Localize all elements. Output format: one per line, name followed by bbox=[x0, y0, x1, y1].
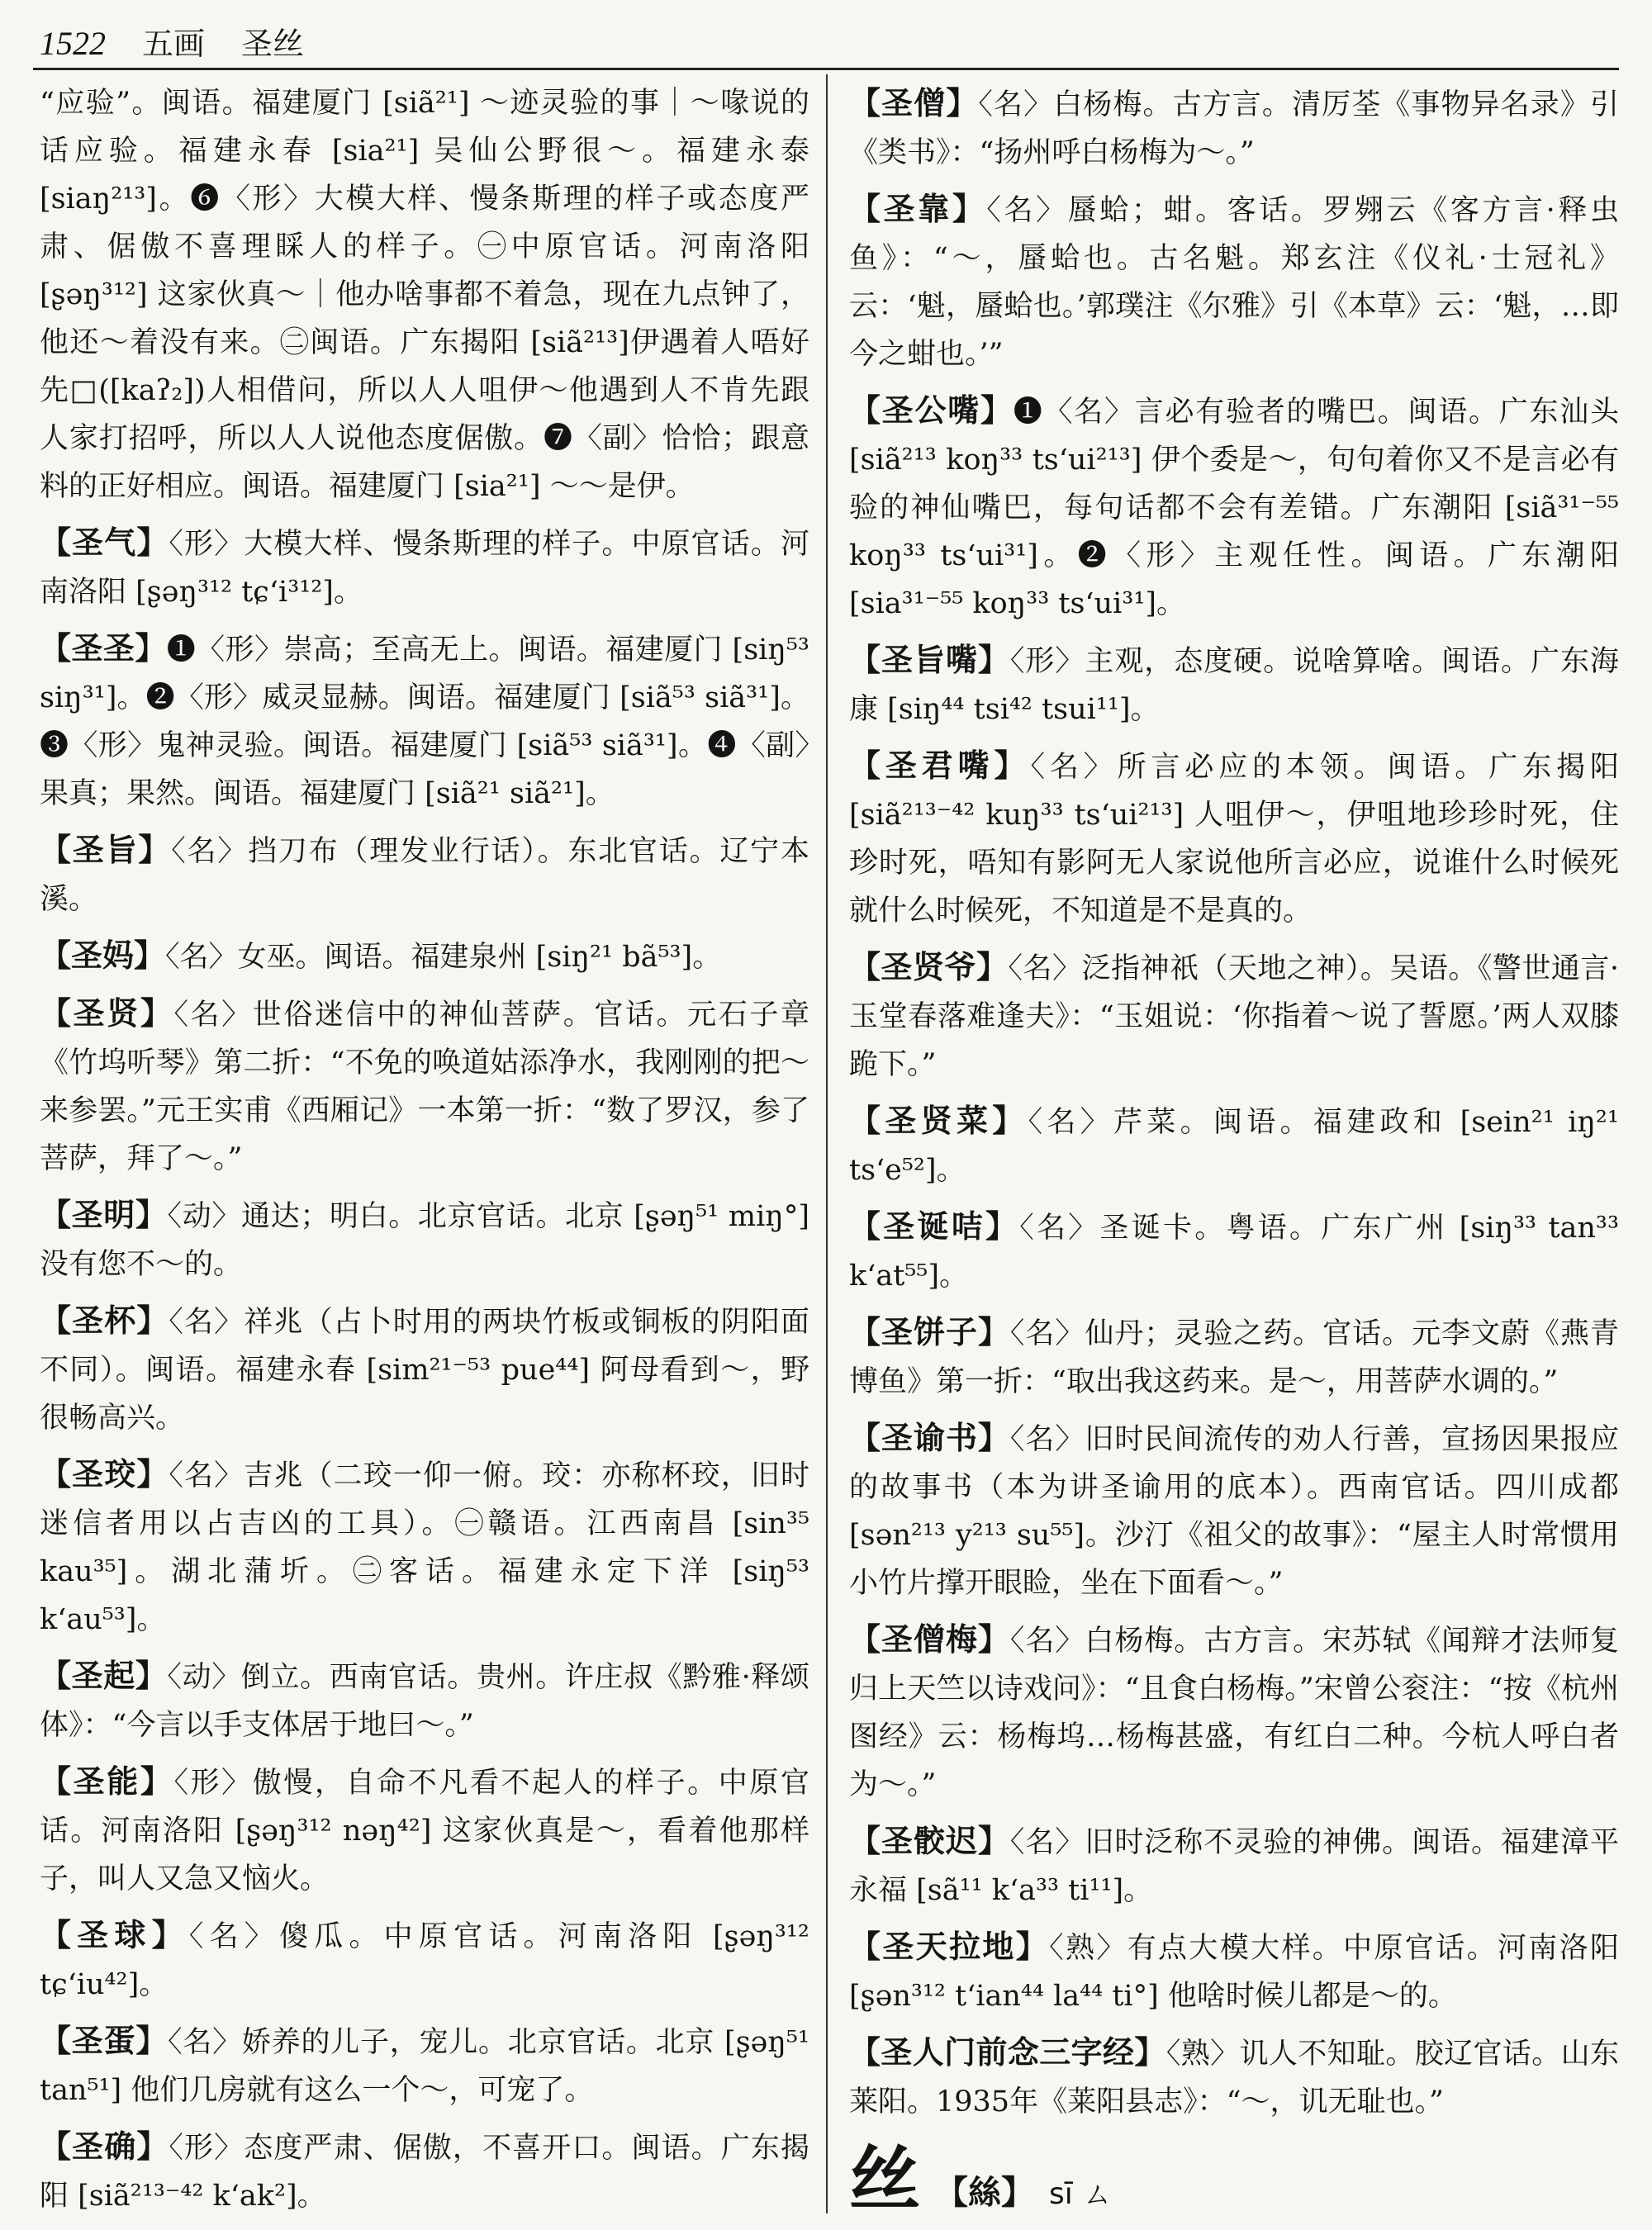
open-bracket: 【 bbox=[40, 994, 74, 1032]
open-bracket: 【 bbox=[849, 1620, 881, 1658]
entry-definition: 〈名〉泛指神祇（天地之神）。吴语。《警世通言·玉堂春落难逢夫》：“玉姐说：‘你指着～说了誓愿。’两人双膝跪下。” bbox=[849, 952, 1619, 1081]
dictionary-entry bbox=[849, 636, 1619, 733]
entry-headword bbox=[40, 937, 165, 974]
entry-headword bbox=[849, 190, 986, 227]
dictionary-entry bbox=[849, 185, 1619, 378]
close-bracket: 】 bbox=[985, 1208, 1020, 1245]
entry-definition: 〈名〉圣诞卡。粤语。广东广州 [siŋ³³ tan³³ kʻat⁵⁵]。 bbox=[849, 1212, 1619, 1293]
headword-text: 圣饼子 bbox=[881, 1313, 978, 1350]
entry-definition: 〈名〉旧时民间流传的劝人行善，宣扬因果报应的故事书（本为讲圣谕用的底本）。西南官话。四川成都 [sən²¹³ y²¹³ su⁵⁵]。沙汀《祖父的故事》：“屋主人时常惯用小竹片撑开眼睑，坐在下面看～。” bbox=[849, 1423, 1619, 1600]
headword-text: 圣靠 bbox=[883, 190, 952, 227]
close-bracket: 】 bbox=[136, 524, 169, 561]
close-bracket: 】 bbox=[977, 1419, 1010, 1456]
open-bracket: 【 bbox=[40, 1302, 73, 1339]
headword-text: 圣气 bbox=[72, 524, 137, 561]
entry-headword bbox=[40, 629, 167, 667]
header-rule bbox=[33, 68, 1619, 70]
entry-headword bbox=[849, 1620, 1010, 1658]
dictionary-entry bbox=[40, 1652, 809, 1749]
open-bracket: 【 bbox=[40, 1196, 72, 1233]
entry-definition: 〈名〉蜃蛤；蚶。客话。罗翙云《客方言·释虫鱼》：“～，蜃蛤也。古名魁。郑玄注《仪礼·士冠礼》云：‘魁，蜃蛤也。’郭璞注《尔雅》引《本草》云：‘魁，…即今之蚶也。’” bbox=[849, 194, 1619, 371]
dictionary-entry bbox=[849, 1414, 1619, 1607]
entry-definition: 〈名〉世俗迷信中的神仙菩萨。官话。元石子章《竹坞听琴》第二折：“不免的唤道姑添净水，我刚刚的把～来参罢。”元王实甫《西厢记》一本第一折：“数了罗汉，参了菩萨，拜了～。” bbox=[40, 999, 809, 1175]
close-bracket: 】 bbox=[994, 747, 1031, 784]
open-bracket: 【 bbox=[40, 1763, 74, 1800]
open-bracket: 【 bbox=[849, 1208, 884, 1245]
headword-text: 圣杯 bbox=[72, 1302, 137, 1339]
open-bracket: 【 bbox=[849, 1928, 883, 1965]
close-bracket: 】 bbox=[977, 1822, 1010, 1859]
headword-text: 圣明 bbox=[71, 1196, 135, 1233]
entry-headword bbox=[849, 641, 1010, 678]
entry-headword bbox=[849, 391, 1014, 429]
entry-definition: 〈熟〉有点大模大样。中原官话。河南洛阳 [ʂən³¹² tʻian⁴⁴ la⁴⁴ ti°] 他啥时候儿都是～的。 bbox=[849, 1932, 1619, 2013]
headword-text: 圣公嘴 bbox=[881, 391, 980, 429]
entry-headword bbox=[40, 1657, 168, 1694]
entry-headword bbox=[849, 1313, 1010, 1350]
open-bracket: 【 bbox=[849, 747, 885, 784]
entry-headword bbox=[40, 1302, 169, 1339]
headword-text: 圣起 bbox=[71, 1657, 135, 1694]
right-column bbox=[849, 79, 1619, 2218]
open-bracket: 【 bbox=[849, 190, 884, 227]
open-bracket: 【 bbox=[849, 2033, 881, 2071]
character-glyph: 丝 bbox=[849, 2137, 920, 2218]
headword-text: 圣珓 bbox=[72, 1455, 137, 1492]
pinyin-zhuyin: sī ㄙ bbox=[1049, 2177, 1113, 2211]
entry-definition: 〈名〉旧时泛称不灵验的神佛。闽语。福建漳平永福 [sã¹¹ kʻa³³ ti¹¹]。 bbox=[849, 1826, 1619, 1907]
entry-definition: 〈动〉通达；明白。北京官话。北京 [ʂəŋ⁵¹ miŋ°] 没有您不～的。 bbox=[40, 1200, 809, 1281]
continued-entry bbox=[40, 79, 809, 510]
open-bracket: 【 bbox=[40, 524, 73, 561]
dictionary-entry bbox=[40, 624, 809, 818]
entry-headword bbox=[40, 831, 171, 868]
entry-definition: 〈形〉态度严肃、倨傲，不喜开口。闽语。广东揭阳 [siã²¹³⁻⁴² kʻak²]。 bbox=[40, 2132, 809, 2213]
close-bracket: 】 bbox=[136, 1302, 169, 1339]
entry-headword bbox=[849, 1419, 1010, 1456]
open-bracket: 【 bbox=[40, 629, 72, 667]
entry-headword bbox=[40, 2022, 168, 2059]
close-bracket: 】 bbox=[977, 1620, 1010, 1658]
open-bracket: 【 bbox=[849, 1822, 881, 1859]
entry-headword bbox=[849, 2033, 1166, 2071]
entry-headword bbox=[40, 524, 169, 561]
dictionary-entry bbox=[849, 387, 1619, 628]
headword-text: 圣诞咭 bbox=[883, 1208, 986, 1245]
dictionary-entry bbox=[40, 1450, 809, 1644]
open-bracket: 【 bbox=[849, 948, 881, 985]
close-bracket: 】 bbox=[135, 629, 167, 667]
close-bracket: 】 bbox=[140, 994, 174, 1032]
page-header bbox=[40, 18, 304, 64]
close-bracket: 】 bbox=[135, 1657, 168, 1694]
headword-text: 圣君嘴 bbox=[885, 747, 995, 784]
entry-definition: 〈名〉所言必应的本领。闽语。广东揭阳 [siã²¹³⁻⁴² kuŋ³³ tsʻui²¹³] 人咀伊～，伊咀地珍珍时死，住珍时死，唔知有影阿无人家说他所言必应，说谁什么时候死就什么时候死，不知道是不是真的。 bbox=[849, 751, 1619, 928]
close-bracket: 】 bbox=[138, 831, 172, 868]
entry-definition: 〈名〉娇养的儿子，宠儿。北京官话。北京 [ʂəŋ⁵¹ tan⁵¹] 他们几房就有这么一个～，可宠了。 bbox=[40, 2026, 809, 2107]
close-bracket: 】 bbox=[140, 1763, 174, 1800]
close-bracket: 】 bbox=[135, 1196, 168, 1233]
entry-definition: ❶〈形〉崇高；至高无上。闽语。福建厦门 [siŋ⁵³ siŋ³¹]。❷〈形〉威灵显赫。闽语。福建厦门 [siã⁵³ siã³¹]。❸〈形〉鬼神灵验。闽语。福建厦门 [siã⁵³ siã³¹]。❹〈副〉果真；果然。闽语。福建厦门 [siã²¹ siã²¹]。 bbox=[40, 633, 809, 810]
entry-definition: 〈名〉仙丹；灵验之药。官话。元李文蔚《燕青博鱼》第一折：“取出我这药来。是～，用菩萨水调的。” bbox=[849, 1317, 1619, 1398]
dictionary-entry bbox=[40, 989, 809, 1183]
entry-headword bbox=[40, 1916, 189, 1953]
close-bracket: 】 bbox=[980, 391, 1014, 429]
entry-headword bbox=[849, 1822, 1010, 1859]
dictionary-entry bbox=[40, 826, 809, 923]
headword-text: 圣天拉地 bbox=[882, 1928, 1016, 1965]
entry-headword bbox=[40, 1196, 168, 1233]
headword-text: 圣贤 bbox=[73, 994, 140, 1032]
entry-definition: 〈形〉大模大样、慢条斯理的样子。中原官话。河南洛阳 [ʂəŋ³¹² tɕʻi³¹²]。 bbox=[40, 528, 809, 609]
close-bracket: 】 bbox=[952, 190, 987, 227]
dictionary-entry bbox=[849, 2028, 1619, 2126]
entry-definition: 〈动〉倒立。西南官话。贵州。许庄叔《黔雅·释颂体》：“今言以手支体居于地曰～。” bbox=[40, 1661, 809, 1742]
close-bracket: 】 bbox=[134, 937, 166, 974]
close-bracket: 】 bbox=[1134, 2033, 1166, 2071]
close-bracket: 】 bbox=[151, 1916, 189, 1953]
open-bracket: 【 bbox=[40, 831, 73, 868]
header-chars: 圣丝 bbox=[241, 26, 305, 62]
close-bracket: 】 bbox=[977, 641, 1010, 678]
close-bracket: 】 bbox=[992, 1102, 1028, 1139]
close-bracket: 】 bbox=[976, 948, 1009, 985]
entry-headword bbox=[849, 84, 978, 121]
close-bracket: 】 bbox=[946, 84, 979, 121]
dictionary-entry bbox=[40, 2017, 809, 2114]
headword-text: 圣僧梅 bbox=[881, 1620, 978, 1658]
close-bracket: 】 bbox=[135, 2022, 169, 2059]
headword-text: 圣确 bbox=[72, 2128, 137, 2165]
entry-definition: 〈名〉白杨梅。古方言。清厉荃《事物异名录》引《类书》：“扬州呼白杨梅为～。” bbox=[849, 88, 1619, 169]
dictionary-entry bbox=[40, 2123, 809, 2218]
next-character-heading bbox=[849, 2137, 1619, 2218]
dictionary-entry bbox=[40, 519, 809, 616]
open-bracket: 【 bbox=[849, 391, 882, 429]
entry-headword bbox=[849, 948, 1008, 985]
column-divider bbox=[826, 74, 828, 2213]
headword-text: 圣能 bbox=[73, 1763, 140, 1800]
entry-headword bbox=[849, 1928, 1049, 1965]
dictionary-entry bbox=[40, 1191, 809, 1288]
dictionary-entry bbox=[40, 1758, 809, 1903]
entry-definition: 〈名〉挡刀布（理发业行话）。东北官话。辽宁本溪。 bbox=[40, 835, 809, 916]
traditional-form: 【絲】 bbox=[935, 2173, 1034, 2212]
open-bracket: 【 bbox=[40, 1657, 72, 1694]
dictionary-entry bbox=[40, 932, 809, 981]
dictionary-entry bbox=[849, 1308, 1619, 1406]
entry-headword bbox=[849, 1208, 1019, 1245]
entry-definition: 〈名〉傻瓜。中原官话。河南洛阳 [ʂəŋ³¹² tɕʻiu⁴²]。 bbox=[40, 1920, 809, 2001]
dictionary-entry bbox=[40, 1911, 809, 2009]
headword-text: 圣贤菜 bbox=[885, 1102, 993, 1139]
dictionary-entry bbox=[849, 943, 1619, 1089]
left-column bbox=[40, 79, 809, 2218]
entry-definition: “应验”。闽语。福建厦门 [siã²¹] ～迹灵验的事｜～喙说的话应验。福建永春 [sia²¹] 吴仙公野很～。福建永泰 [siaŋ²¹³]。❻〈形〉大模大样、慢条斯理的样子或态度严肃、倨傲不喜理睬人的样子。㊀中原官话。河南洛阳 [ʂəŋ³¹²] 这家伙真～｜他办啥事都不着急，现在九点钟了，他还～着没有来。㊁闽语。广东揭阳 [siã²¹³]伊遇着人唔好先□([kaʔ₂])人相借问，所以人人咀伊～他遇到人不肯先跟人家打招呼，所以人人说他态度倨傲。❼〈副〉恰恰；跟意料的正好相应。闽语。福建厦门 [sia²¹] ～～是伊。 bbox=[40, 87, 809, 503]
headword-text: 圣人门前念三字经 bbox=[881, 2033, 1135, 2071]
headword-text: 圣僧 bbox=[881, 84, 947, 121]
dictionary-entry bbox=[849, 79, 1619, 177]
open-bracket: 【 bbox=[849, 1102, 885, 1139]
headword-text: 圣球 bbox=[77, 1916, 152, 1953]
dictionary-entry bbox=[849, 1097, 1619, 1194]
entry-definition: 〈名〉芹菜。闽语。福建政和 [sein²¹ iŋ²¹ tsʻe⁵²]。 bbox=[849, 1106, 1619, 1187]
entry-definition: ❶〈名〉言必有验者的嘴巴。闽语。广东汕头 [siã²¹³ koŋ³³ tsʻui²¹³] 伊个委是～，句句着你又不是言必有验的神仙嘴巴，每句话都不会有差错。广东潮阳 [siã³¹⁻⁵⁵ koŋ³³ tsʻui³¹]。❷〈形〉主观任性。闽语。广东潮阳 [sia³¹⁻⁵⁵ koŋ³³ tsʻui³¹]。 bbox=[849, 396, 1619, 620]
stroke-section: 五画 bbox=[142, 26, 206, 62]
headword-text: 圣妈 bbox=[71, 937, 135, 974]
open-bracket: 【 bbox=[40, 2022, 72, 2059]
entry-definition: 〈形〉傲慢，自命不凡看不起人的样子。中原官话。河南洛阳 [ʂəŋ³¹² nəŋ⁴²] 这家伙真是～，看着他那样子，叫人又急又恼火。 bbox=[40, 1767, 809, 1896]
headword-text: 圣蛋 bbox=[71, 2022, 136, 2059]
entry-definition: 〈名〉女巫。闽语。福建泉州 [siŋ²¹ bã⁵³]。 bbox=[165, 941, 722, 974]
entry-definition: 〈名〉祥兆（占卜时用的两块竹板或铜板的阴阳面不同）。闽语。福建永春 [sim²¹⁻⁵³ pue⁴⁴] 阿母看到～，野很畅高兴。 bbox=[40, 1306, 809, 1435]
close-bracket: 】 bbox=[1015, 1928, 1050, 1965]
open-bracket: 【 bbox=[849, 1313, 881, 1350]
close-bracket: 】 bbox=[977, 1313, 1010, 1350]
headword-text: 圣圣 bbox=[71, 629, 135, 667]
open-bracket: 【 bbox=[40, 937, 72, 974]
headword-text: 圣旨 bbox=[72, 831, 139, 868]
page-number: 1522 bbox=[40, 25, 106, 62]
entry-definition: 〈形〉主观，态度硬。说啥算啥。闽语。广东海康 [siŋ⁴⁴ tsi⁴² tsui¹¹]。 bbox=[849, 645, 1619, 726]
dictionary-entry bbox=[40, 1297, 809, 1442]
entry-headword bbox=[40, 2128, 169, 2165]
headword-text: 圣谕书 bbox=[881, 1419, 978, 1456]
entry-definition: 〈熟〉讥人不知耻。胶辽官话。山东莱阳。1935年《莱阳县志》：“～，讥无耻也。” bbox=[849, 2038, 1619, 2118]
open-bracket: 【 bbox=[849, 84, 882, 121]
entry-headword bbox=[40, 1455, 169, 1492]
entry-headword bbox=[849, 1102, 1028, 1139]
open-bracket: 【 bbox=[849, 1419, 881, 1456]
dictionary-entry bbox=[849, 1203, 1619, 1300]
entry-headword bbox=[849, 747, 1030, 784]
entry-definition: 〈名〉白杨梅。古方言。宋苏轼《闻辩才法师复归上天竺以诗戏问》：“且食白杨梅。”宋曾公衮注：“按《杭州图经》云：杨梅坞…杨梅甚盛，有红白二种。今杭人呼白者为～。” bbox=[849, 1625, 1619, 1801]
open-bracket: 【 bbox=[40, 1916, 78, 1953]
entry-headword bbox=[40, 1763, 173, 1800]
dictionary-entry bbox=[849, 1616, 1619, 1809]
headword-text: 圣旨嘴 bbox=[881, 641, 978, 678]
entry-definition: 〈名〉吉兆（二珓一仰一俯。珓：亦称杯珓，旧时迷信者用以占吉凶的工具）。㊀赣语。江西南昌 [sin³⁵ kau³⁵]。湖北蒲圻。㊁客话。福建永定下洋 [siŋ⁵³ kʻau⁵³]。 bbox=[40, 1459, 809, 1636]
headword-text: 圣骹迟 bbox=[881, 1822, 978, 1859]
headword-text: 圣贤爷 bbox=[881, 948, 976, 985]
open-bracket: 【 bbox=[40, 2128, 73, 2165]
entry-headword bbox=[40, 994, 173, 1032]
close-bracket: 】 bbox=[136, 2128, 169, 2165]
dictionary-entry bbox=[849, 742, 1619, 935]
dictionary-entry bbox=[849, 1817, 1619, 1914]
open-bracket: 【 bbox=[849, 641, 881, 678]
dictionary-entry bbox=[849, 1923, 1619, 2020]
close-bracket: 】 bbox=[136, 1455, 169, 1492]
open-bracket: 【 bbox=[40, 1455, 73, 1492]
